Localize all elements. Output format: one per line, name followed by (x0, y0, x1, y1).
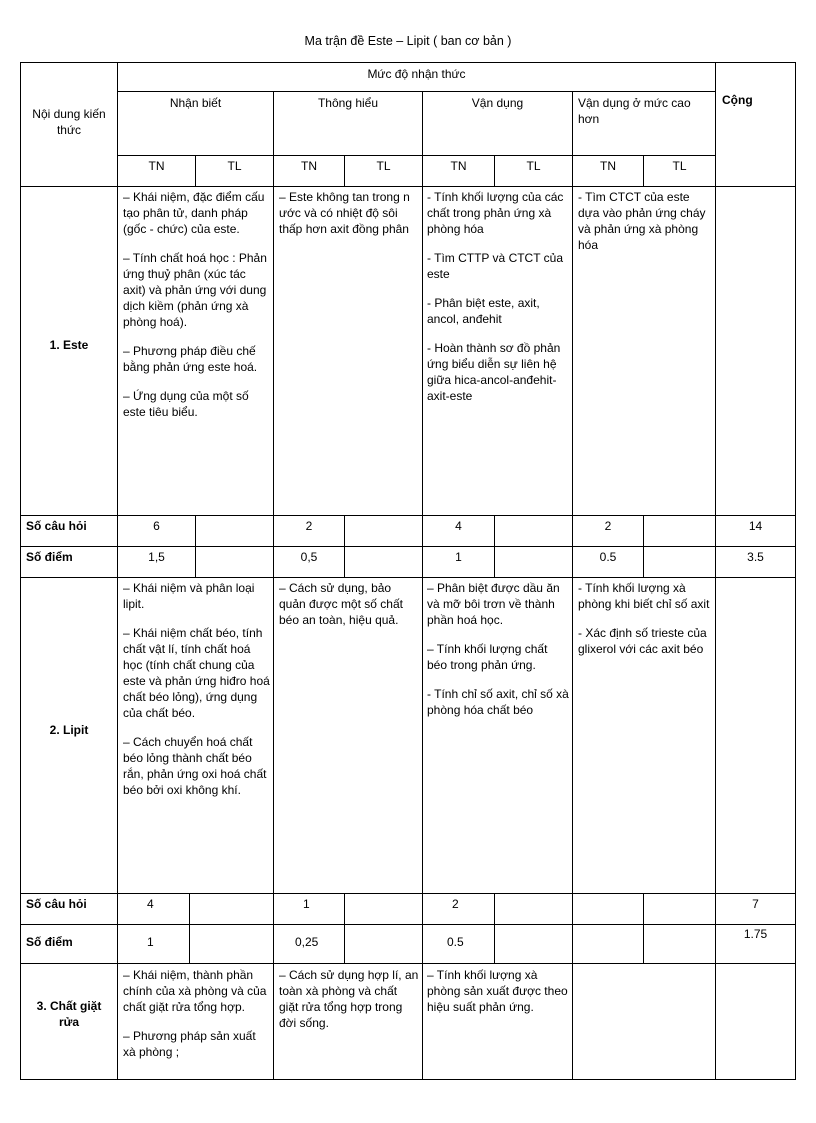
level-van-dung: Vận dụng (471, 96, 524, 110)
total-header: Cộng (722, 93, 753, 107)
este-nhan-biet: – Khái niệm, đặc điểm cấu tạo phân tử, danh pháp (gốc - chức) của este. – Tính chất hoá học : Phản ứng thuỷ phân (xúc tác axit) và phản ứng với dung dịch kiềm (phản ứng xà phòng hoá). – Phương pháp điều chế bằng phản ứng este hoá. – Ứng dụng của một số este tiêu biểu. (123, 190, 267, 419)
value-cell: 2 (305, 519, 313, 533)
value-cell: 2 (604, 519, 612, 533)
value-cell: 0.5 (599, 550, 617, 564)
lipit-van-dung: – Phân biệt được dầu ăn và mỡ bôi trơn về thành phần hoá học. – Tính khối lượng chất béo trong phản ứng. - Tính chỉ số axit, chỉ số xà phòng hóa chất béo (427, 581, 569, 717)
lipit-van-dung-cao: - Tính khối lượng xà phòng khi biết chỉ số axit - Xác định số trieste của glixerol với các axit béo (578, 581, 710, 656)
value-cell: 0.5 (447, 935, 464, 949)
chat-giat-rua-thong-hieu: – Cách sử dụng hợp lí, an toàn xà phòng và chất giặt rửa tổng hợp trong đời sống. (279, 968, 419, 1030)
row-label-so-cau: Số câu hỏi (26, 897, 87, 911)
level-nhan-biet: Nhận biết (169, 96, 222, 110)
cognitive-level-header: Mức độ nhận thức (367, 67, 466, 81)
row-label-lipit: 2. Lipit (49, 723, 89, 737)
row-label-so-cau: Số câu hỏi (26, 519, 87, 533)
chat-giat-rua-van-dung: – Tính khối lượng xà phòng sản xuất được theo hiệu suất phản ứng. (427, 968, 568, 1014)
value-cell: 1 (147, 935, 154, 949)
sub-tn: TN (600, 159, 616, 173)
value-cell: 2 (452, 897, 459, 911)
value-cell: 1 (455, 550, 462, 564)
este-van-dung-cao: - Tìm CTCT của este dựa vào phản ứng cháy và phản ứng xà phòng hóa (578, 190, 706, 252)
este-thong-hieu: – Este không tan trong n ước và có nhiệt độ sôi thấp hơn axit đồng phân (279, 190, 410, 236)
row-label-este: 1. Este (49, 338, 89, 352)
este-van-dung: - Tính khối lượng của các chất trong phản ứng xà phòng hóa - Tìm CTTP và CTCT của este - Phân biệt este, axit, ancol, anđehit - Hoàn thành sơ đồ phản ứng biểu diễn sự liên hệ giữa hica-ancol-anđehit-axit-este (427, 190, 564, 403)
page-title: Ma trận đề Este – Lipit ( ban cơ bản ) (304, 34, 512, 48)
total-cell: 3.5 (747, 550, 764, 564)
value-cell: 0,5 (300, 550, 318, 564)
row-label-chat-giat-rua: 3. Chất giặt rửa (36, 999, 102, 1029)
total-cell: 1.75 (743, 927, 768, 941)
sub-tn: TN (301, 159, 317, 173)
lipit-nhan-biet: – Khái niệm và phân loại lipit. – Khái niệm chất béo, tính chất vật lí, tính chất hoá học (tính chất chung của este và phản ứng hiđro hoá chất béo lỏng), ứng dụng của chất béo. – Cách chuyển hoá chất béo lỏng thành chất béo rắn, phản ứng oxi hoá chất béo bởi oxi không khí. (123, 581, 270, 797)
sub-tn: TN (148, 159, 165, 173)
lipit-thong-hieu: – Cách sử dụng, bảo quản được một số chất béo an toàn, hiệu quả. (279, 581, 403, 627)
row-label-so-diem: Số điểm (26, 550, 73, 564)
chat-giat-rua-nhan-biet: – Khái niệm, thành phần chính của xà phòng và của chất giặt rửa tổng hợp. – Phương pháp sản xuất xà phòng ; (123, 968, 267, 1059)
row-label-so-diem: Số điểm (26, 935, 73, 949)
level-van-dung-cao: Vận dụng ở mức cao hơn (578, 96, 691, 126)
value-cell: 4 (455, 519, 462, 533)
sub-tl: TL (376, 159, 391, 173)
value-cell: 1,5 (148, 550, 165, 564)
sub-tl: TL (526, 159, 541, 173)
content-header: Nội dung kiến thức (32, 107, 106, 137)
value-cell: 1 (303, 897, 310, 911)
value-cell: 0,25 (295, 935, 319, 949)
level-thong-hieu: Thông hiểu (317, 96, 379, 110)
sub-tl: TL (672, 159, 687, 173)
value-cell: 6 (153, 519, 160, 533)
value-cell: 4 (147, 897, 154, 911)
sub-tn: TN (450, 159, 467, 173)
total-cell: 7 (752, 897, 759, 911)
total-cell: 14 (748, 519, 763, 533)
sub-tl: TL (227, 159, 242, 173)
